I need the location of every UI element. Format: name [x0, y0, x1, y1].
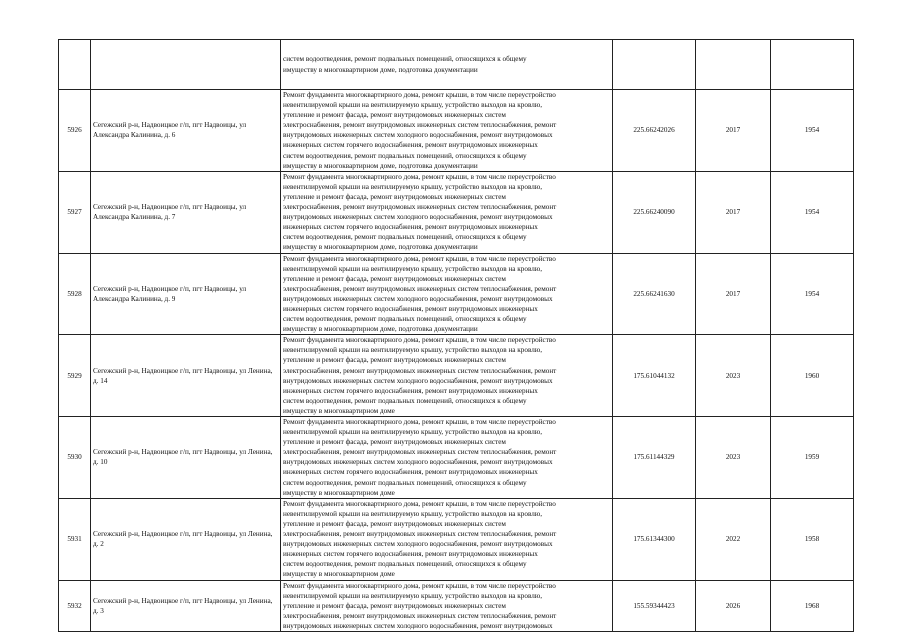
planned-year-cell: 2026: [696, 580, 771, 631]
works-line: Ремонт фундамента многоквартирного дома, ремонт крыши, в том числе переустройство: [283, 254, 556, 263]
built-year-cell: 1958: [771, 498, 854, 580]
works-line: систем водоотведения, ремонт подвальных помещений, относящихся к общему: [283, 55, 527, 64]
works-line: электроснабжения, ремонт внутридомовых инженерных систем теплоснабжения, ремонт: [283, 448, 557, 457]
works-description-cell: [281, 335, 613, 417]
planned-year-cell: 2023: [696, 335, 771, 417]
works-description-cell: [281, 417, 613, 499]
row-number-cell: 5928: [59, 253, 91, 335]
table-row: [59, 498, 854, 580]
row-number-cell: 5929: [59, 335, 91, 417]
works-line: электроснабжения, ремонт внутридомовых инженерных систем теплоснабжения, ремонт: [283, 530, 557, 539]
cost-cell: 175.61144329: [613, 417, 696, 499]
works-line: инженерных систем горячего водоснабжения, ремонт внутридомовых инженерных: [283, 141, 538, 150]
works-line: Ремонт фундамента многоквартирного дома, ремонт крыши, в том числе переустройство: [283, 499, 556, 508]
works-description-cell: [281, 498, 613, 580]
works-line: внутридомовых инженерных систем холодного водоснабжения, ремонт внутридомовых: [283, 540, 553, 549]
built-year-cell: 1959: [771, 417, 854, 499]
built-year-cell: 1954: [771, 90, 854, 172]
works-line: внутридомовых инженерных систем холодного водоснабжения, ремонт внутридомовых: [283, 376, 553, 385]
works-line: утепление и ремонт фасада, ремонт внутридомовых инженерных систем: [283, 274, 506, 283]
cost-cell: [613, 40, 696, 90]
built-year-cell: [771, 40, 854, 90]
works-line: утепление и ремонт фасада, ремонт внутридомовых инженерных систем: [283, 519, 506, 528]
works-line: систем водоотведения, ремонт подвальных помещений, относящихся к общему: [283, 396, 527, 405]
table-row: [59, 253, 854, 335]
works-line: имуществу в многоквартирном доме: [283, 406, 395, 415]
planned-year-cell: 2022: [696, 498, 771, 580]
works-line: невентилируемой крыши на вентилируемую крышу, устройство выходов на кровлю,: [283, 101, 543, 110]
address-cell: Сегежский р-н, Надвоицкое г/п, пгт Надвоицы, ул Александра Калинина, д. 7: [91, 171, 281, 253]
works-line: внутридомовых инженерных систем холодного водоснабжения, ремонт внутридомовых: [283, 294, 553, 303]
works-line: утепление и ремонт фасада, ремонт внутридомовых инженерных систем: [283, 192, 506, 201]
works-line: систем водоотведения, ремонт подвальных помещений, относящихся к общему: [283, 560, 527, 569]
works-line: Ремонт фундамента многоквартирного дома, ремонт крыши, в том числе переустройство: [283, 581, 556, 590]
works-line: электроснабжения, ремонт внутридомовых инженерных систем теплоснабжения, ремонт: [283, 121, 557, 130]
row-number-cell: 5931: [59, 498, 91, 580]
cost-cell: 225.66242026: [613, 90, 696, 172]
works-line: утепление и ремонт фасада, ремонт внутридомовых инженерных систем: [283, 111, 506, 120]
built-year-cell: 1954: [771, 171, 854, 253]
table-row: [59, 171, 854, 253]
works-line: систем водоотведения, ремонт подвальных помещений, относящихся к общему: [283, 478, 527, 487]
works-line: инженерных систем горячего водоснабжения, ремонт внутридомовых инженерных: [283, 550, 538, 559]
works-line: утепление и ремонт фасада, ремонт внутридомовых инженерных систем: [283, 601, 506, 610]
works-line: инженерных систем горячего водоснабжения, ремонт внутридомовых инженерных: [283, 304, 538, 313]
address-cell: Сегежский р-н, Надвоицкое г/п, пгт Надвоицы, ул Ленина, д. 3: [91, 580, 281, 631]
address-cell: Сегежский р-н, Надвоицкое г/п, пгт Надвоицы, ул Александра Калинина, д. 6: [91, 90, 281, 172]
planned-year-cell: 2023: [696, 417, 771, 499]
table-row: [59, 417, 854, 499]
works-line: утепление и ремонт фасада, ремонт внутридомовых инженерных систем: [283, 356, 506, 365]
works-line: электроснабжения, ремонт внутридомовых инженерных систем теплоснабжения, ремонт: [283, 284, 557, 293]
works-line: внутридомовых инженерных систем холодного водоснабжения, ремонт внутридомовых: [283, 131, 553, 140]
planned-year-cell: 2017: [696, 171, 771, 253]
works-line: внутридомовых инженерных систем холодного водоснабжения, ремонт внутридомовых: [283, 458, 553, 467]
row-number-cell: 5927: [59, 171, 91, 253]
works-line: невентилируемой крыши на вентилируемую крышу, устройство выходов на кровлю,: [283, 182, 543, 191]
row-number-cell: 5930: [59, 417, 91, 499]
table-row: [59, 580, 854, 631]
works-line: имуществу в многоквартирном доме, подготовка документации: [283, 65, 478, 74]
works-description-cell: [281, 40, 613, 90]
works-line: имуществу в многоквартирном доме: [283, 488, 395, 497]
works-line: систем водоотведения, ремонт подвальных помещений, относящихся к общему: [283, 233, 527, 242]
works-description-cell: [281, 580, 613, 631]
works-line: электроснабжения, ремонт внутридомовых инженерных систем теплоснабжения, ремонт: [283, 203, 557, 212]
works-line: невентилируемой крыши на вентилируемую крышу, устройство выходов на кровлю,: [283, 509, 543, 518]
works-line: внутридомовых инженерных систем холодного водоснабжения, ремонт внутридомовых: [283, 621, 553, 630]
works-line: инженерных систем горячего водоснабжения, ремонт внутридомовых инженерных: [283, 223, 538, 232]
built-year-cell: 1954: [771, 253, 854, 335]
works-line: внутридомовых инженерных систем холодного водоснабжения, ремонт внутридомовых: [283, 213, 553, 222]
works-line: Ремонт фундамента многоквартирного дома, ремонт крыши, в том числе переустройство: [283, 418, 556, 426]
cost-cell: 225.66240090: [613, 171, 696, 253]
built-year-cell: 1960: [771, 335, 854, 417]
built-year-cell: 1968: [771, 580, 854, 631]
table-row: [59, 40, 854, 90]
works-line: систем водоотведения, ремонт подвальных помещений, относящихся к общему: [283, 315, 527, 324]
cost-cell: 225.66241630: [613, 253, 696, 335]
table-row: [59, 335, 854, 417]
planned-year-cell: [696, 40, 771, 90]
works-line: невентилируемой крыши на вентилируемую крышу, устройство выходов на кровлю,: [283, 264, 543, 273]
works-line: имуществу в многоквартирном доме, подготовка документации: [283, 325, 478, 334]
works-line: Ремонт фундамента многоквартирного дома, ремонт крыши, в том числе переустройство: [283, 172, 556, 181]
works-line: Ремонт фундамента многоквартирного дома, ремонт крыши, в том числе переустройство: [283, 336, 556, 345]
capital-repair-table: [58, 39, 854, 632]
address-cell: Сегежский р-н, Надвоицкое г/п, пгт Надвоицы, ул Ленина, д. 10: [91, 417, 281, 499]
cost-cell: 155.59344423: [613, 580, 696, 631]
works-line: имуществу в многоквартирном доме, подготовка документации: [283, 161, 478, 170]
address-cell: Сегежский р-н, Надвоицкое г/п, пгт Надвоицы, ул Александра Калинина, д. 9: [91, 253, 281, 335]
works-line: утепление и ремонт фасада, ремонт внутридомовых инженерных систем: [283, 438, 506, 447]
table-body: [59, 40, 854, 632]
planned-year-cell: 2017: [696, 253, 771, 335]
cost-cell: 175.61044132: [613, 335, 696, 417]
works-line: невентилируемой крыши на вентилируемую крышу, устройство выходов на кровлю,: [283, 428, 543, 437]
works-line: имуществу в многоквартирном доме: [283, 570, 395, 579]
works-description-cell: [281, 253, 613, 335]
row-number-cell: [59, 40, 91, 90]
works-line: имуществу в многоквартирном доме, подготовка документации: [283, 243, 478, 252]
works-description-cell: [281, 90, 613, 172]
works-line: инженерных систем горячего водоснабжения, ремонт внутридомовых инженерных: [283, 468, 538, 477]
address-cell: Сегежский р-н, Надвоицкое г/п, пгт Надвоицы, ул Ленина, д. 14: [91, 335, 281, 417]
works-line: невентилируемой крыши на вентилируемую крышу, устройство выходов на кровлю,: [283, 591, 543, 600]
address-cell: [91, 40, 281, 90]
address-cell: Сегежский р-н, Надвоицкое г/п, пгт Надвоицы, ул Ленина, д. 2: [91, 498, 281, 580]
works-line: электроснабжения, ремонт внутридомовых инженерных систем теплоснабжения, ремонт: [283, 366, 557, 375]
works-line: Ремонт фундамента многоквартирного дома, ремонт крыши, в том числе переустройство: [283, 91, 556, 99]
works-line: электроснабжения, ремонт внутридомовых инженерных систем теплоснабжения, ремонт: [283, 611, 557, 620]
cost-cell: 175.61344300: [613, 498, 696, 580]
row-number-cell: 5932: [59, 580, 91, 631]
works-line: систем водоотведения, ремонт подвальных помещений, относящихся к общему: [283, 151, 527, 160]
works-line: невентилируемой крыши на вентилируемую крышу, устройство выходов на кровлю,: [283, 346, 543, 355]
works-description-cell: [281, 171, 613, 253]
works-line: инженерных систем горячего водоснабжения, ремонт внутридомовых инженерных: [283, 386, 538, 395]
row-number-cell: 5926: [59, 90, 91, 172]
planned-year-cell: 2017: [696, 90, 771, 172]
table-row: [59, 90, 854, 172]
